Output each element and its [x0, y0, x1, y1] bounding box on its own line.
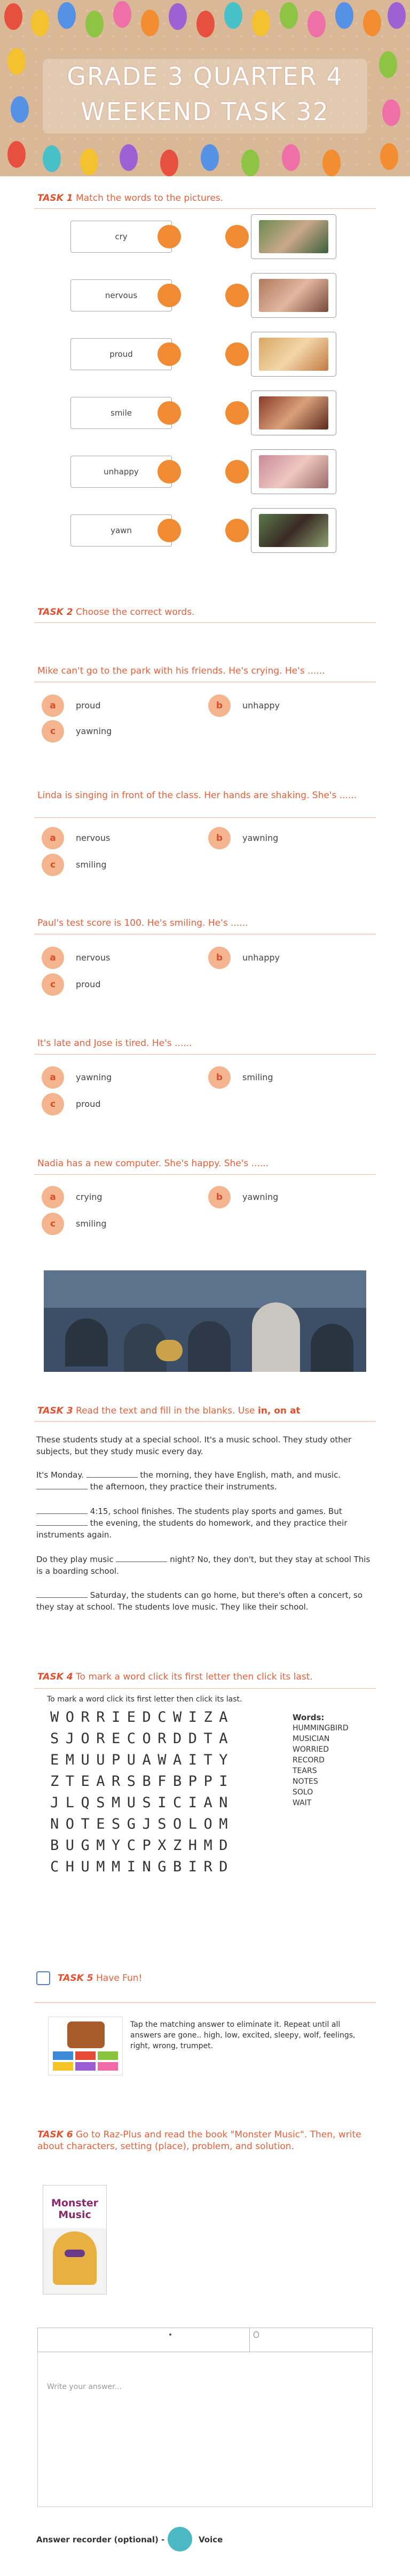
picture-nervous-girl [259, 279, 328, 312]
book-title [43, 2197, 106, 2221]
decor-bean [380, 143, 398, 170]
option-a-badge[interactable]: a [42, 694, 64, 717]
match-word-yawn[interactable]: yawn [70, 514, 172, 547]
word-item: WORRIED [293, 1745, 329, 1754]
decor-bean [308, 11, 326, 37]
task4-heading [37, 1671, 379, 1683]
match-picture[interactable] [251, 449, 336, 494]
voice-label: Voice [199, 2535, 223, 2544]
game-tile [98, 2062, 118, 2071]
match-dot-right[interactable] [225, 284, 249, 307]
word-search-grid[interactable] [50, 1707, 234, 1878]
task3-p2-a: 4:15, school finishes. The students play sports and games. But [90, 1506, 342, 1516]
option-a-badge[interactable]: a [42, 827, 64, 849]
divider [34, 2002, 376, 2003]
decor-bean [196, 11, 215, 37]
option-c-label[interactable]: yawning [76, 726, 112, 736]
match-word-unhappy[interactable]: unhappy [70, 456, 172, 488]
match-word-smile[interactable]: smile [70, 397, 172, 429]
divider [34, 1054, 376, 1055]
match-dot-right[interactable] [225, 460, 249, 483]
divider [34, 1174, 376, 1175]
game-tile [98, 2051, 118, 2060]
book-monster-illustration [53, 2231, 97, 2285]
task2-heading [37, 606, 379, 618]
word-search-row[interactable]: CHUMMINGBIRD [50, 1859, 235, 1875]
option-b-label[interactable]: yawning [242, 1192, 279, 1202]
decor-bean [280, 2, 298, 29]
table-column-divider [249, 2328, 250, 2352]
match-picture[interactable] [251, 508, 336, 553]
match-dot-right[interactable] [225, 225, 249, 248]
option-b-badge[interactable]: b [208, 827, 231, 849]
task3-p3-b: night? No, they don't, but they stay at school This is a boarding school. [36, 1555, 370, 1576]
option-b-label[interactable]: unhappy [242, 700, 280, 711]
table-marker [254, 2331, 259, 2338]
photo-student [188, 1321, 231, 1372]
match-dot-right[interactable] [225, 342, 249, 366]
option-a-label[interactable]: proud [76, 700, 101, 711]
word-search-row[interactable]: WORRIEDCWIZA [50, 1709, 235, 1726]
match-dot-left[interactable] [157, 342, 181, 366]
decor-bean [382, 99, 400, 126]
decor-bean [4, 3, 22, 30]
decor-bean [224, 2, 242, 29]
fill-blank[interactable] [86, 1470, 138, 1478]
option-b-label[interactable]: smiling [242, 1072, 273, 1082]
decor-bean [80, 149, 98, 175]
book-title-line2: Music [58, 2209, 91, 2221]
decor-bean [113, 1, 131, 28]
task5-text: Tap the matching answer to eliminate it. Repeat until all answers are gone.. high, low, excited, sleepy, wolf, feelings, right, wrong, trumpet. [130, 2020, 356, 2050]
match-dot-left[interactable] [157, 460, 181, 483]
word-search-row[interactable]: ZTEARSBFBPPI [50, 1773, 235, 1790]
photo-instrument [156, 1340, 183, 1361]
task5-heading [58, 1972, 399, 1984]
question-text: Mike can't go to the park with his friends. He's crying. He's ...... [37, 666, 325, 676]
task3-heading [37, 1405, 379, 1417]
task3-paragraph-3 [36, 1554, 376, 1577]
picture-yawning-boy [259, 514, 328, 547]
fill-blank[interactable] [36, 1518, 88, 1526]
divider [34, 817, 376, 818]
word-search-row[interactable]: JLQSMUSICIAN [50, 1794, 235, 1811]
option-a-badge[interactable]: a [42, 1066, 64, 1089]
task3-number: TASK 3 [37, 1406, 73, 1416]
page-title [43, 59, 367, 129]
decor-bean [363, 10, 381, 36]
fill-blank[interactable] [116, 1555, 167, 1562]
word-search-row[interactable]: SJORECORDDTA [50, 1730, 235, 1747]
task5-instruction: Have Fun! [96, 1973, 143, 1984]
book-monster-mouth [65, 2250, 85, 2257]
decor-bean [31, 10, 49, 36]
option-b-badge[interactable]: b [208, 1066, 231, 1089]
option-b-label[interactable]: yawning [242, 833, 279, 843]
match-dot-left[interactable] [157, 401, 181, 425]
word-item: MUSICIAN [293, 1735, 330, 1743]
word-item: SOLO [293, 1788, 313, 1797]
task2-number: TASK 2 [37, 607, 73, 618]
task4-number: TASK 4 [37, 1672, 73, 1682]
divider [34, 208, 376, 209]
decor-bean [379, 51, 397, 78]
answer-recorder-label: Answer recorder (optional) - [36, 2535, 165, 2544]
decor-bean [201, 144, 219, 171]
decor-bean [160, 150, 178, 176]
option-b-badge[interactable]: b [208, 947, 231, 969]
option-a-label[interactable]: crying [76, 1192, 102, 1202]
option-a-label[interactable]: yawning [76, 1072, 112, 1082]
fill-blank[interactable] [36, 1590, 88, 1598]
decor-bean [388, 2, 406, 29]
option-a-badge[interactable]: a [42, 947, 64, 969]
record-voice-button[interactable] [168, 2527, 192, 2551]
match-dot-right[interactable] [225, 519, 249, 542]
option-b-badge[interactable]: b [208, 1186, 231, 1208]
photo-student [65, 1318, 108, 1367]
match-picture[interactable] [251, 391, 336, 435]
word-search-row[interactable]: NOTESGJSOLOM [50, 1816, 235, 1832]
book-title-line1: Monster [51, 2197, 99, 2209]
question-text: Paul's test score is 100. He's smiling. He's ...... [37, 918, 248, 928]
option-c-badge[interactable]: c [42, 1213, 64, 1235]
task6-number: TASK 6 [37, 2129, 73, 2140]
game-character [67, 2021, 105, 2048]
decor-bean [335, 2, 353, 29]
decor-bean [7, 48, 26, 75]
word-search-word-list [293, 1712, 349, 1808]
match-picture[interactable] [251, 214, 336, 259]
book-cover [43, 2185, 107, 2294]
game-icon [36, 1971, 50, 1985]
word-search-row[interactable]: EMUUPUAWAITY [50, 1752, 235, 1768]
match-word-proud[interactable]: proud [70, 338, 172, 370]
match-word-cry[interactable]: cry [70, 221, 172, 253]
task3-paragraph-2 [36, 1505, 376, 1541]
task3-instruction: Read the text and fill in the blanks. Use [76, 1406, 255, 1416]
match-word-nervous[interactable]: nervous [70, 279, 172, 311]
photo-window [44, 1270, 366, 1308]
decor-bean [141, 10, 159, 36]
task3-p1-a: It's Monday. [36, 1470, 84, 1480]
question-text: It's late and Jose is tired. He's ...... [37, 1038, 192, 1049]
task6-heading [37, 2129, 379, 2152]
decor-bean [282, 144, 300, 171]
option-c-label[interactable]: smiling [76, 860, 107, 870]
match-picture[interactable] [251, 332, 336, 377]
decor-bean [85, 11, 104, 37]
option-b-badge[interactable]: b [208, 694, 231, 717]
task3-instruction-emph: in, on at [257, 1406, 301, 1416]
option-a-label[interactable]: nervous [76, 953, 111, 963]
table-marker [169, 2333, 171, 2336]
task6-instruction: Go to Raz-Plus and read the book "Monster Music". Then, write about characters, setting (place), problem, and solution. [37, 2129, 361, 2152]
option-a-label[interactable]: nervous [76, 833, 111, 843]
answer-placeholder[interactable]: Write your answer... [47, 2383, 122, 2391]
game-tile [75, 2051, 96, 2060]
decor-bean [169, 3, 187, 30]
decor-bean [322, 150, 341, 176]
option-c-badge[interactable]: c [42, 973, 64, 996]
word-item: TEARS [293, 1767, 317, 1775]
task3-intro: These students study at a special school. It's a music school. They study other subjects, but they study music every day. [36, 1435, 352, 1456]
photo-teacher [252, 1302, 300, 1372]
task4-sub-instruction: To mark a word click its first letter then click its last. [47, 1695, 242, 1704]
option-c-badge[interactable]: c [42, 1093, 64, 1115]
match-dot-left[interactable] [157, 519, 181, 542]
task3-p4-a: Saturday, the students can go home, but there's often a concert, so they stay at school. The students love music. They like their school. [36, 1590, 363, 1612]
fill-blank[interactable] [36, 1482, 88, 1489]
word-item: HUMMINGBIRD [293, 1724, 349, 1732]
task1-instruction: Match the words to the pictures. [76, 193, 224, 204]
page-title-line2: WEEKEND TASK 32 [81, 97, 329, 126]
music-school-photo [44, 1270, 366, 1372]
task3-p1-b: the morning, they have English, math, and music. [140, 1470, 341, 1480]
picture-crying-child [259, 220, 328, 253]
task3-paragraph-1 [36, 1469, 376, 1493]
answer-table-header [37, 2328, 373, 2352]
decor-bean [43, 145, 61, 172]
game-tile [53, 2051, 73, 2060]
page-title-line1: GRADE 3 QUARTER 4 [67, 62, 343, 91]
option-c-label[interactable]: smiling [76, 1219, 107, 1229]
decor-bean [7, 141, 26, 168]
option-c-label[interactable]: proud [76, 1099, 101, 1109]
game-tile [75, 2062, 96, 2071]
answer-textarea[interactable] [37, 2352, 373, 2507]
option-b-label[interactable]: unhappy [242, 953, 280, 963]
task5-number: TASK 5 [58, 1973, 93, 1984]
question-text: Linda is singing in front of the class. Her hands are shaking. She's ...... [37, 790, 357, 801]
divider [34, 1688, 376, 1689]
match-picture[interactable] [251, 273, 336, 318]
word-search-row[interactable]: BUGMYCPXZHMD [50, 1837, 235, 1854]
option-c-badge[interactable]: c [42, 854, 64, 876]
picture-proud-girl [259, 338, 328, 371]
decor-bean [58, 2, 76, 29]
game-tile [53, 2062, 73, 2071]
game-thumbnail[interactable] [48, 2017, 123, 2075]
word-item: NOTES [293, 1777, 318, 1786]
fill-blank[interactable] [36, 1506, 88, 1514]
option-c-badge[interactable]: c [42, 720, 64, 743]
decor-bean [11, 96, 29, 123]
option-c-label[interactable]: proud [76, 979, 101, 989]
word-item: WAIT [293, 1799, 312, 1807]
question-text: Nadia has a new computer. She's happy. She's ...... [37, 1158, 269, 1169]
task1-number: TASK 1 [37, 193, 73, 204]
picture-smiling-girl [259, 396, 328, 430]
picture-unhappy-child [259, 455, 328, 488]
divider [34, 622, 376, 623]
divider [34, 1421, 376, 1422]
word-item: RECORD [293, 1756, 325, 1765]
task3-paragraph-4 [36, 1589, 376, 1613]
task3-p2-b: the evening, the students do homework, and they practice their instruments again. [36, 1518, 348, 1540]
match-dot-left[interactable] [157, 284, 181, 307]
words-title: Words: [293, 1713, 325, 1722]
option-a-badge[interactable]: a [42, 1186, 64, 1208]
decor-bean [241, 150, 259, 176]
task2-instruction: Choose the correct words. [76, 607, 195, 618]
task1-heading [37, 192, 379, 204]
decor-bean [120, 144, 138, 171]
task4-instruction: To mark a word click its first letter then click its last. [76, 1672, 313, 1682]
match-dot-right[interactable] [225, 401, 249, 425]
decor-bean [252, 10, 270, 36]
match-dot-left[interactable] [157, 225, 181, 248]
task3-p1-c: the afternoon, they practice their instruments. [90, 1482, 277, 1492]
photo-student [311, 1324, 353, 1372]
task3-p3-a: Do they play music [36, 1555, 114, 1564]
